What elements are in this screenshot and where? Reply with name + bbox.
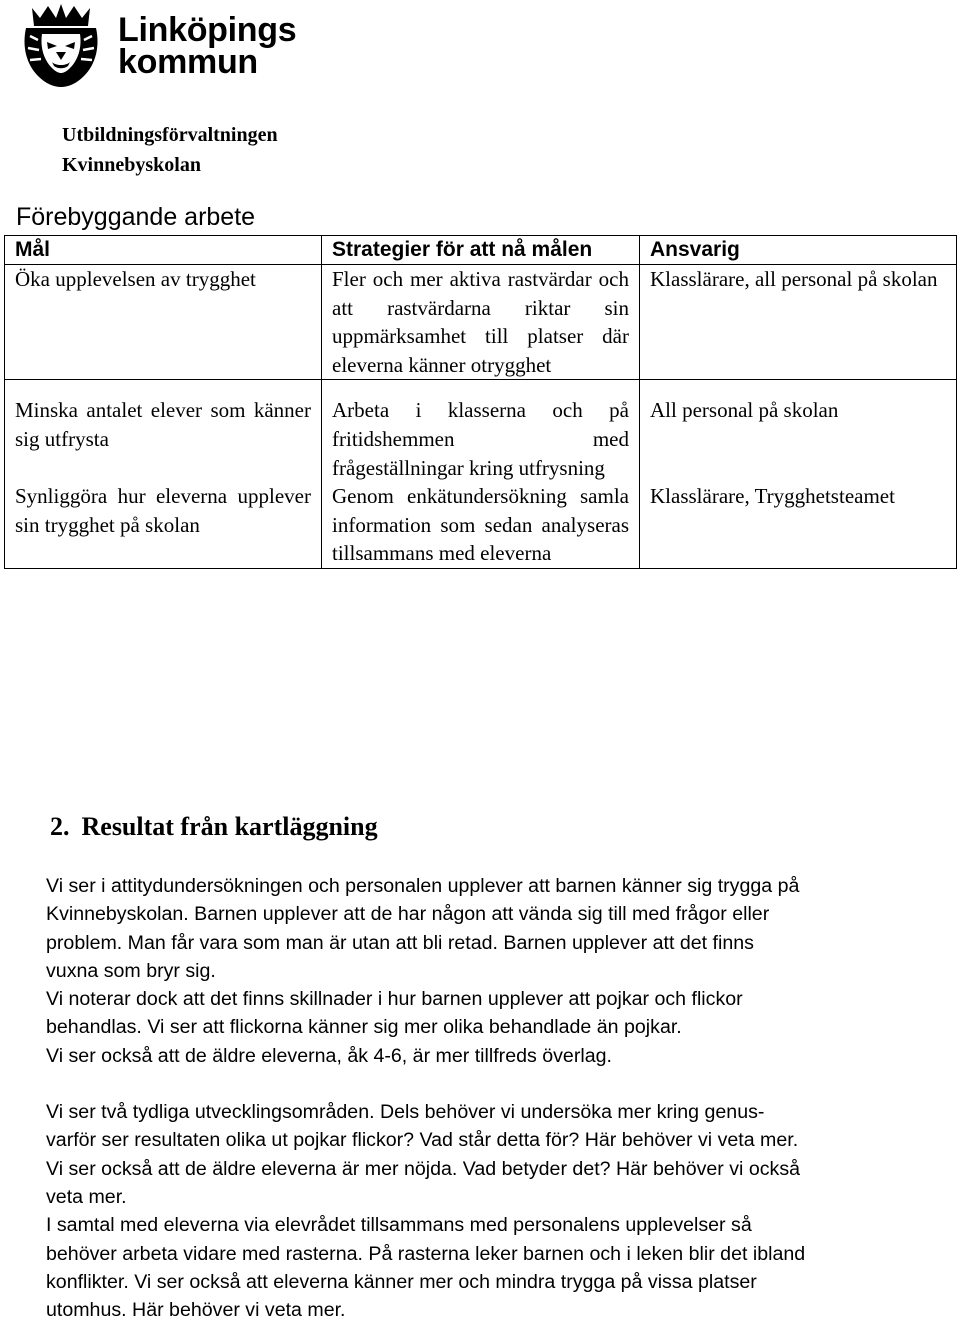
section-title: Förebyggande arbete	[16, 203, 256, 231]
responsible-cell: All personal på skolan	[640, 380, 957, 482]
result-heading	[50, 811, 378, 843]
organisation-block	[62, 120, 278, 180]
prevention-plan-table	[4, 235, 957, 569]
goal-cell: Öka upplevelsen av trygghet	[5, 265, 322, 380]
header-goal: Mål	[5, 236, 322, 265]
logo-wordmark	[118, 11, 297, 81]
department-name: Utbildningsförvaltningen	[62, 124, 278, 146]
logo-line-2: kommun	[118, 43, 258, 81]
goal-cell: Minska antalet elever som känner sig utfrysta	[5, 380, 322, 482]
result-title: Resultat från kartläggning	[81, 812, 378, 841]
strategy-cell: Fler och mer aktiva rastvärdar och att rastvärdarna riktar sin uppmärksamhet till platser där eleverna känner otrygghet	[322, 265, 640, 380]
goal-cell: Synliggöra hur eleverna upplever sin trygghet på skolan	[5, 482, 322, 568]
header-strategy: Strategier för att nå målen	[322, 236, 640, 265]
table-row	[5, 482, 957, 568]
school-name: Kvinnebyskolan	[62, 154, 201, 176]
lion-crest-icon	[18, 2, 104, 88]
paragraph: Vi noterar dock att det finns skillnader i hur barnen upplever att pojkar och flickor behandlas. Vi ser att flickorna känner sig mer olika behandlade än pojkar.	[46, 988, 743, 1039]
table-header-row	[5, 236, 957, 265]
result-body	[46, 872, 946, 1324]
result-number: 2.	[50, 812, 70, 841]
table-row	[5, 380, 957, 482]
header-responsible: Ansvarig	[640, 236, 957, 265]
paragraph: Vi ser i attitydundersökningen och personalen upplever att barnen känner sig trygga på Kvinnebyskolan. Barnen upplever att de har någon att vända sig till med frågor eller problem. Man får vara som man är utan att bli retad. Barnen upplever att det finns vuxna som bryr sig.	[46, 875, 800, 982]
responsible-cell: Klasslärare, all personal på skolan	[640, 265, 957, 380]
paragraph: Vi ser också att de äldre eleverna, åk 4-6, är mer tillfreds överlag.	[46, 1044, 612, 1067]
strategy-cell: Genom enkätundersökning samla information som sedan analyseras tillsammans med eleverna	[322, 482, 640, 568]
logo-line-1: Linköpings	[118, 11, 297, 49]
table-row	[5, 265, 957, 380]
paragraph: Vi ser två tydliga utvecklingsområden. Dels behöver vi undersöka mer kring genus- varför ser resultaten olika ut pojkar flickor? Vad står detta för? Här behöver vi veta mer. Vi ser också att de äldre eleverna är mer nöjda. Vad betyder det? Här behöver vi också veta mer.	[46, 1101, 801, 1208]
municipality-logo	[18, 2, 318, 88]
paragraph: I samtal med eleverna via elevrådet tillsammans med personalens upplevelser så behöver arbeta vidare med rasterna. På rasterna leker barnen och i leken blir det ibland konflikter. Vi ser också att eleverna känner mer och mindra trygga på vissa platser utomhus. Här behöver vi veta mer.	[46, 1214, 806, 1322]
strategy-cell: Arbeta i klasserna och på fritidshemmen med frågeställningar kring utfrysning	[322, 380, 640, 482]
responsible-cell: Klasslärare, Trygghetsteamet	[640, 482, 957, 568]
